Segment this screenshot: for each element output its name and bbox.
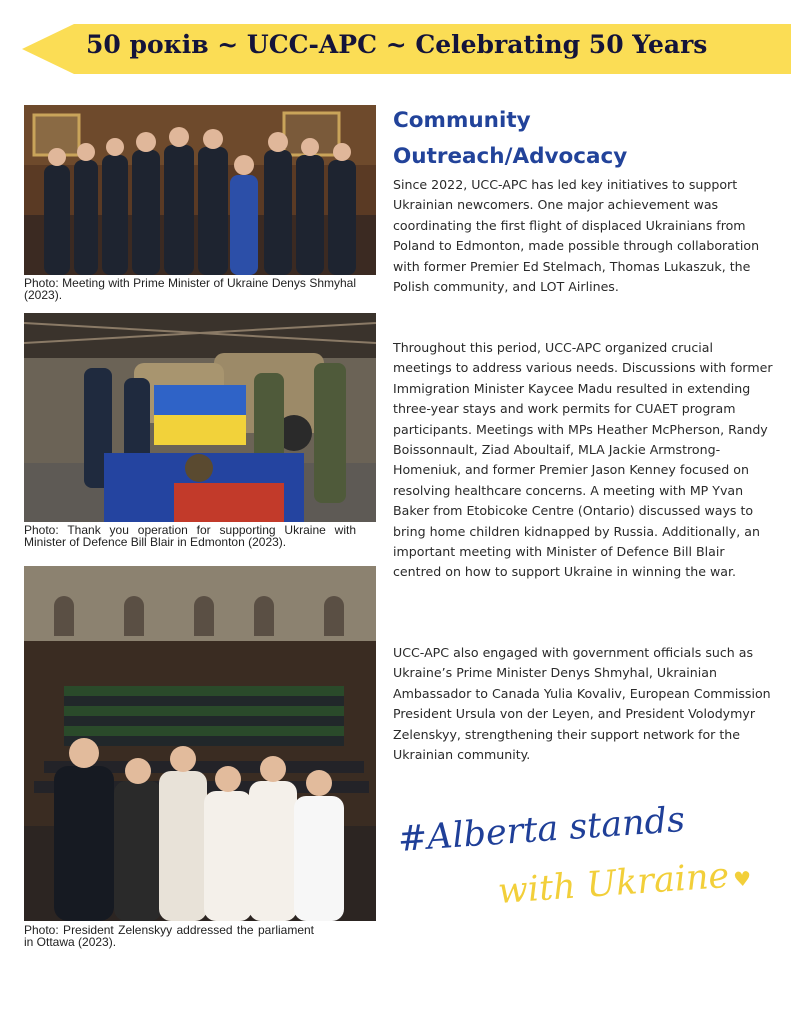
heart-icon: ♥ [732,866,753,892]
photo-caption-1: Photo: Meeting with Prime Minister of Ukraine Denys Shmyhal (2023). [24,276,356,302]
photo-caption-2: Photo: Thank you operation for supporting Ukraine with Minister of Defence Bill Blair in Edmonton (2023). [24,523,356,549]
banner-title: 50 років ~ UCC-APC ~ Celebrating 50 Years [86,30,708,59]
photo-parliament-ottawa [24,566,376,921]
slogan-line-2 [497,854,753,912]
paragraph-2: Throughout this period, UCC-APC organized crucial meetings to address various needs. Discussions with former Immigration Minister Kaycee Madu resulted in extending three-year stays and work permits for CUAET program participants. Meetings with MPs Heather McPherson, Randy Boissonnault, Ziad Aboultaif, MLA Jackie Armstrong-Homeniuk, and former Premier Jason Kenney focused on resolving healthcare concerns. A meeting with MP Yvan Baker from Etobicoke Centre (Ontario) discussed ways to bring home children kidnapped by Russia. Additionally, an important meeting with Minister of Defence Bill Blair centred on how to support Ukraine in winning the war. [393,340,773,580]
paragraph-1: Since 2022, UCC-APC has led key initiatives to support Ukrainian newcomers. One major achievement was coordinating the first flight of displaced Ukrainians from Poland to Edmonton, made possible through collaboration with former Premier Ed Stelmach, Thomas Lukaszuk, the Polish community, and LOT Airlines. [393,177,760,295]
photo-defence-minister [24,313,376,522]
paragraph-3: UCC-APC also engaged with government officials such as Ukraine’s Prime Minister Denys Shmyhal, Ukrainian Ambassador to Canada Yulia Kovaliv, European Commission President Ursula von der Leyen, and President Volodymyr Zelenskyy, strengthening their support network for the Ukrainian community. [393,645,771,763]
slogan-line-2-text: with Ukraine [496,855,731,912]
slogan-line-1: #Alberta stands [396,799,687,860]
section-heading: Community Outreach/Advocacy [393,108,628,169]
title-banner [22,24,791,74]
photo-caption-3: Photo: President Zelenskyy addressed the parliament in Ottawa (2023). [24,923,314,949]
photo-pm-meeting [24,105,376,275]
